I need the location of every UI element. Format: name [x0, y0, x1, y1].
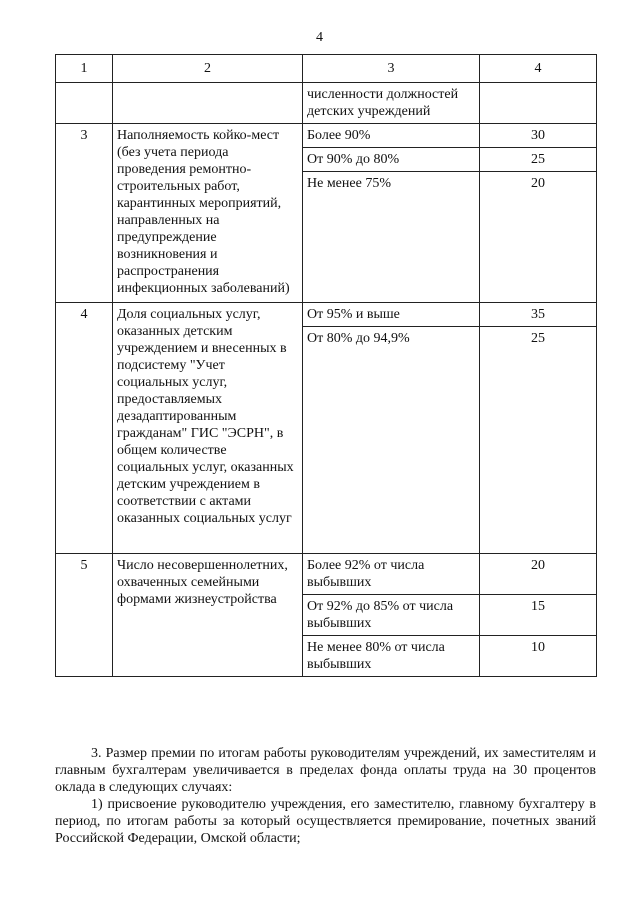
table-cell	[113, 83, 303, 124]
body-text	[55, 745, 596, 847]
table-header-row	[56, 55, 597, 83]
table-row	[56, 124, 597, 148]
criterion-cell: Число несовершеннолетних, охваченных семейными формами жизнеустройства	[113, 554, 303, 677]
points-cell: 30	[480, 124, 597, 148]
row-number: 4	[56, 303, 113, 554]
column-header: 4	[480, 55, 597, 83]
criteria-table	[55, 54, 597, 677]
condition-cell: От 95% и выше	[303, 303, 480, 327]
points-cell: 25	[480, 148, 597, 172]
points-cell: 10	[480, 636, 597, 677]
continuation-row	[56, 83, 597, 124]
condition-cell: От 92% до 85% от числа выбывших	[303, 595, 480, 636]
column-header: 3	[303, 55, 480, 83]
row-number: 3	[56, 124, 113, 303]
condition-cell: численности должностей детских учреждений	[303, 83, 480, 124]
paragraph: 3. Размер премии по итогам работы руководителям учреждений, их заместителям и главным бухгалтерам увеличивается в пределах фонда оплаты труда на 30 процентов оклада в следующих случаях:	[55, 746, 596, 795]
column-header: 1	[56, 55, 113, 83]
points-cell: 20	[480, 554, 597, 595]
points-cell: 25	[480, 327, 597, 554]
condition-cell: Более 92% от числа выбывших	[303, 554, 480, 595]
points-cell: 35	[480, 303, 597, 327]
table-row	[56, 303, 597, 327]
condition-cell: Более 90%	[303, 124, 480, 148]
condition-cell: От 80% до 94,9%	[303, 327, 480, 554]
table-cell	[480, 83, 597, 124]
page-number: 4	[316, 30, 323, 45]
table-cell	[56, 83, 113, 124]
condition-cell: От 90% до 80%	[303, 148, 480, 172]
paragraph: 1) присвоение руководителю учреждения, его заместителю, главному бухгалтеру в период, по итогам работы за который осуществляется премирование, почетных званий Российской Федерации, Омской области;	[55, 797, 596, 846]
table-row	[56, 554, 597, 595]
row-number: 5	[56, 554, 113, 677]
criterion-cell: Доля социальных услуг, оказанных детским учреждением и внесенных в подсистему "Учет социальных услуг, предоставляемых дезадаптированным гражданам" ГИС "ЭСРН", в общем количестве социальных услуг, оказанных детским учреждением в соответствии с актами оказанных социальных услуг	[113, 303, 303, 554]
points-cell: 15	[480, 595, 597, 636]
column-header: 2	[113, 55, 303, 83]
condition-cell: Не менее 75%	[303, 172, 480, 303]
points-cell: 20	[480, 172, 597, 303]
condition-cell: Не менее 80% от числа выбывших	[303, 636, 480, 677]
criterion-cell: Наполняемость койко-мест (без учета периода проведения ремонтно-строительных работ, карантинных мероприятий, направленных на предупреждение возникновения и распространения инфекционных заболеваний)	[113, 124, 303, 303]
